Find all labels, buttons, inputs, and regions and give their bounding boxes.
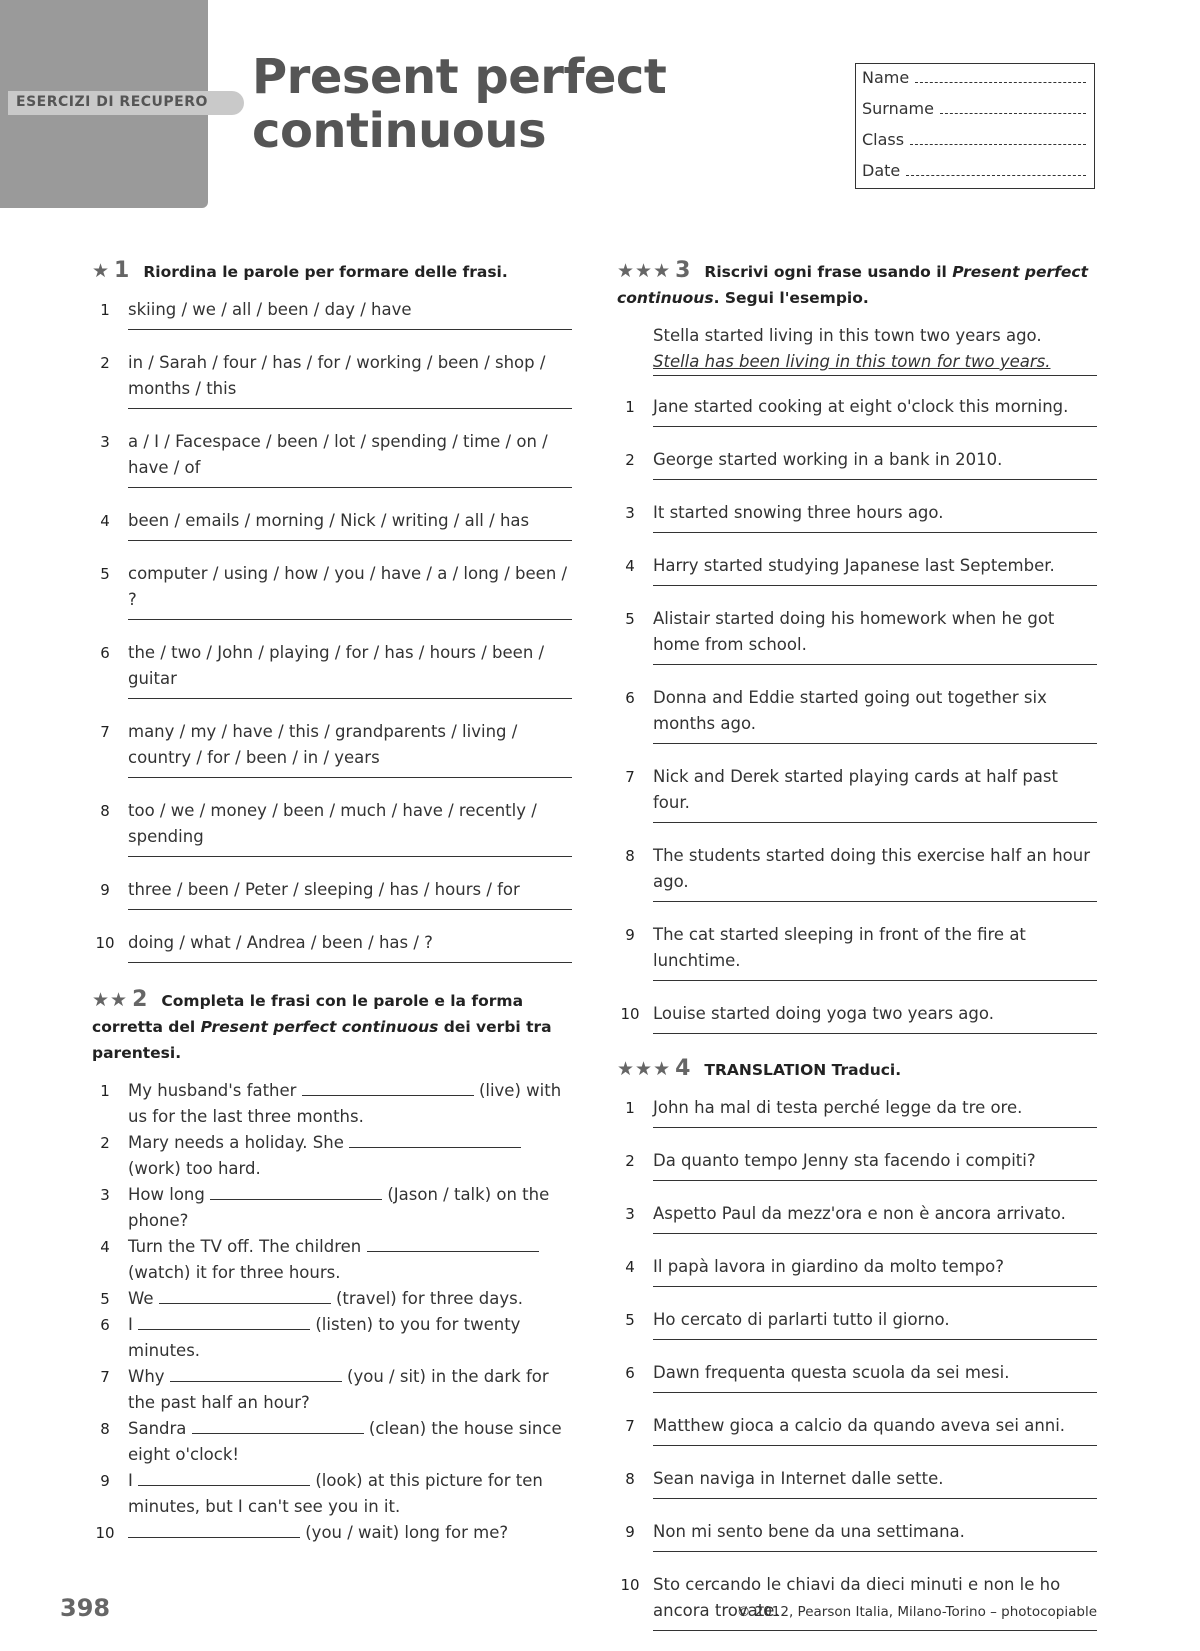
answer-line[interactable] — [653, 420, 1097, 427]
answer-line[interactable] — [653, 974, 1097, 981]
exercise-item — [92, 1182, 572, 1234]
answer-line[interactable] — [653, 1545, 1097, 1552]
exercise-item — [617, 685, 1097, 737]
answer-line[interactable] — [653, 1121, 1097, 1128]
answer-line[interactable] — [128, 323, 572, 330]
item-text: Matthew gioca a calcio da quando aveva sei anni. — [653, 1416, 1066, 1435]
answer-line[interactable] — [128, 692, 572, 699]
sentence-end: (Jason / talk) on the phone? — [128, 1185, 550, 1230]
sentence-end: (you / wait) long for me? — [305, 1523, 509, 1542]
exercise-number: 3 — [675, 258, 691, 283]
answer-line[interactable] — [653, 895, 1097, 902]
item-number: 9 — [625, 1523, 635, 1541]
class-row — [862, 130, 1086, 161]
exercise-instruction — [704, 1061, 901, 1079]
exercise-item — [92, 1312, 572, 1364]
exercise-item — [92, 1234, 572, 1286]
item-number: 2 — [625, 451, 635, 469]
sentence-start: I — [128, 1471, 133, 1490]
blank-field[interactable] — [192, 1417, 364, 1434]
sentence-start: I — [128, 1315, 133, 1334]
sentence-end: (listen) to you for twenty minutes. — [128, 1315, 521, 1360]
item-number: 3 — [100, 1186, 110, 1204]
sentence-end: (look) at this picture for ten minutes, but I can't see you in it. — [128, 1471, 543, 1516]
item-text — [128, 1289, 523, 1308]
item-number: 4 — [100, 512, 110, 530]
date-row — [862, 161, 1086, 192]
exercise-item — [617, 1001, 1097, 1027]
exercise-number: 4 — [675, 1056, 691, 1081]
item-text: Louise started doing yoga two years ago. — [653, 1004, 994, 1023]
exercise-2-heading — [92, 987, 572, 1066]
exercise-instruction: Riordina le parole per formare delle frasi. — [143, 263, 508, 281]
left-column — [92, 258, 572, 1546]
blank-field[interactable] — [367, 1235, 539, 1252]
answer-line[interactable] — [653, 1174, 1097, 1181]
difficulty-stars: ★★★ — [617, 260, 672, 282]
item-text: Da quanto tempo Jenny sta facendo i compiti? — [653, 1151, 1036, 1170]
answer-line[interactable] — [653, 473, 1097, 480]
example-answer: Stella has been living in this town for two years. — [653, 349, 1097, 376]
item-text: Jane started cooking at eight o'clock this morning. — [653, 397, 1069, 416]
answer-line[interactable] — [653, 526, 1097, 533]
exercise-item — [617, 1201, 1097, 1227]
item-number: 4 — [625, 1258, 635, 1276]
sentence-end: (you / sit) in the dark for the past half an hour? — [128, 1367, 549, 1412]
item-number: 6 — [100, 644, 110, 662]
item-text — [128, 1471, 543, 1516]
item-number: 3 — [625, 504, 635, 522]
instruction-emphasis: Present perfect continuous — [200, 1018, 439, 1036]
item-text: many / my / have / this / grandparents / living / country / for / been / in / years — [128, 722, 518, 767]
difficulty-stars: ★ — [92, 260, 111, 282]
class-label: Class — [862, 130, 905, 149]
item-number: 8 — [625, 847, 635, 865]
instruction-caps: TRANSLATION — [704, 1061, 827, 1079]
item-text: Nick and Derek started playing cards at half past four. — [653, 767, 1058, 812]
exercise-item — [92, 1078, 572, 1130]
blank-field[interactable] — [128, 1521, 300, 1538]
item-text — [128, 1367, 549, 1412]
copyright: © 2012, Pearson Italia, Milano-Torino – photocopiable — [736, 1604, 1097, 1620]
item-number: 2 — [100, 1134, 110, 1152]
item-number: 1 — [625, 398, 635, 416]
class-field[interactable] — [910, 130, 1086, 145]
exercise-item — [92, 877, 572, 903]
exercise-item — [617, 500, 1097, 526]
item-number: 5 — [625, 610, 635, 628]
surname-row — [862, 99, 1086, 130]
exercise-item — [92, 640, 572, 692]
item-number: 1 — [100, 1082, 110, 1100]
item-number: 2 — [100, 354, 110, 372]
blank-field[interactable] — [170, 1365, 342, 1382]
answer-line[interactable] — [653, 737, 1097, 744]
blank-field[interactable] — [302, 1079, 474, 1096]
blank-field[interactable] — [138, 1469, 310, 1486]
item-number: 1 — [625, 1099, 635, 1117]
exercise-3-list — [617, 394, 1097, 1034]
item-text: in / Sarah / four / has / for / working / been / shop / months / this — [128, 353, 546, 398]
exercise-item — [92, 1468, 572, 1520]
exercise-item — [617, 1466, 1097, 1492]
example-question: Stella started living in this town two years ago. — [653, 326, 1042, 345]
date-field[interactable] — [906, 161, 1086, 176]
answer-line[interactable] — [653, 1027, 1097, 1034]
sentence-end: (travel) for three days. — [336, 1289, 524, 1308]
surname-field[interactable] — [940, 99, 1086, 114]
exercise-1-heading — [92, 258, 572, 285]
page-title — [252, 50, 666, 158]
exercise-item — [617, 1360, 1097, 1386]
blank-field[interactable] — [210, 1183, 382, 1200]
exercise-item — [617, 1519, 1097, 1545]
page-title-line1: Present perfect — [252, 49, 667, 105]
answer-line[interactable] — [653, 1386, 1097, 1393]
exercise-item — [92, 798, 572, 850]
item-number: 7 — [100, 1368, 110, 1386]
blank-field[interactable] — [349, 1131, 521, 1148]
sentence-end: (live) with us for the last three months. — [128, 1081, 562, 1126]
section-tab-label: ESERCIZI DI RECUPERO — [16, 94, 208, 110]
item-text: computer / using / how / you / have / a / long / been / ? — [128, 564, 568, 609]
item-number: 10 — [620, 1005, 640, 1023]
sentence-start: Sandra — [128, 1419, 187, 1438]
exercise-item — [92, 1286, 572, 1312]
item-number: 10 — [95, 934, 115, 952]
item-text: a / I / Facespace / been / lot / spending / time / on / have / of — [128, 432, 548, 477]
sentence-start: Why — [128, 1367, 165, 1386]
exercise-item — [92, 1416, 572, 1468]
item-text: The cat started sleeping in front of the fire at lunchtime. — [653, 925, 1026, 970]
item-text: John ha mal di testa perché legge da tre ore. — [653, 1098, 1023, 1117]
item-number: 5 — [100, 565, 110, 583]
exercise-item — [617, 553, 1097, 579]
sentence-start: How long — [128, 1185, 205, 1204]
item-number: 1 — [100, 301, 110, 319]
item-text: Donna and Eddie started going out together six months ago. — [653, 688, 1047, 733]
example — [617, 323, 1097, 376]
item-number: 5 — [625, 1311, 635, 1329]
exercise-number: 2 — [132, 987, 148, 1012]
right-column — [617, 258, 1097, 1651]
item-text: Alistair started doing his homework when he got home from school. — [653, 609, 1055, 654]
item-text: The students started doing this exercise half an hour ago. — [653, 846, 1090, 891]
item-number: 8 — [100, 802, 110, 820]
item-number: 8 — [625, 1470, 635, 1488]
exercise-item — [92, 429, 572, 481]
exercise-item — [92, 297, 572, 323]
page-title-line2: continuous — [252, 103, 547, 159]
exercise-3-heading — [617, 258, 1097, 311]
blank-field[interactable] — [138, 1313, 310, 1330]
item-text: three / been / Peter / sleeping / has / hours / for — [128, 880, 520, 899]
item-text — [128, 1081, 561, 1126]
exercise-instruction — [92, 992, 552, 1062]
exercise-2-list — [92, 1078, 572, 1546]
sentence-end: (watch) it for three hours. — [128, 1263, 341, 1282]
item-text — [128, 1315, 520, 1360]
item-number: 3 — [100, 433, 110, 451]
item-number: 4 — [625, 557, 635, 575]
answer-line[interactable] — [653, 1492, 1097, 1499]
exercise-item — [92, 1520, 572, 1546]
exercise-item — [617, 1413, 1097, 1439]
item-text: Il papà lavora in giardino da molto tempo? — [653, 1257, 1005, 1276]
item-number: 2 — [625, 1152, 635, 1170]
item-number: 7 — [625, 1417, 635, 1435]
answer-line[interactable] — [128, 903, 572, 910]
item-text: Non mi sento bene da una settimana. — [653, 1522, 965, 1541]
answer-line[interactable] — [653, 816, 1097, 823]
item-text: been / emails / morning / Nick / writing / all / has — [128, 511, 530, 530]
instruction-part: . Segui l'esempio. — [713, 289, 869, 307]
item-text: the / two / John / playing / for / has / hours / been / guitar — [128, 643, 545, 688]
exercise-item — [617, 606, 1097, 658]
answer-line[interactable] — [653, 1333, 1097, 1340]
item-text: doing / what / Andrea / been / has / ? — [128, 933, 433, 952]
surname-label: Surname — [862, 99, 934, 118]
item-number: 9 — [625, 926, 635, 944]
exercise-item — [92, 930, 572, 956]
item-text — [128, 1133, 521, 1178]
answer-line[interactable] — [653, 1280, 1097, 1287]
item-number: 6 — [625, 1364, 635, 1382]
exercise-item — [617, 1254, 1097, 1280]
exercise-item — [92, 561, 572, 613]
answer-line[interactable] — [653, 1439, 1097, 1446]
exercise-item — [617, 1095, 1097, 1121]
item-text: George started working in a bank in 2010. — [653, 450, 1003, 469]
exercise-number: 1 — [114, 258, 130, 283]
section-tab — [8, 91, 244, 115]
exercise-4-heading — [617, 1056, 1097, 1083]
item-number: 7 — [100, 723, 110, 741]
student-info-box — [855, 63, 1095, 189]
answer-line[interactable] — [128, 402, 572, 409]
item-text: Dawn frequenta questa scuola da sei mesi. — [653, 1363, 1010, 1382]
exercise-4-list — [617, 1095, 1097, 1631]
exercise-item — [617, 1148, 1097, 1174]
name-label: Name — [862, 68, 910, 87]
item-text: Aspetto Paul da mezz'ora e non è ancora arrivato. — [653, 1204, 1066, 1223]
item-number: 7 — [625, 768, 635, 786]
item-text: Sto cercando le chiavi da dieci minuti e non le ho ancora trovate. — [653, 1575, 1061, 1620]
exercise-item — [617, 447, 1097, 473]
instruction-part: dei verbi tra parentesi. — [92, 1018, 552, 1062]
answer-line[interactable] — [128, 850, 572, 857]
item-number: 9 — [100, 1472, 110, 1490]
date-label: Date — [862, 161, 901, 180]
sentence-start: We — [128, 1289, 154, 1308]
sentence-end: (work) too hard. — [128, 1159, 261, 1178]
answer-line[interactable] — [128, 771, 572, 778]
answer-line[interactable] — [128, 956, 572, 963]
item-text: too / we / money / been / much / have / recently / spending — [128, 801, 537, 846]
item-number: 3 — [625, 1205, 635, 1223]
difficulty-stars: ★★★ — [617, 1058, 672, 1080]
exercise-item — [617, 843, 1097, 895]
sentence-start: Mary needs a holiday. She — [128, 1133, 344, 1152]
exercise-item — [92, 1364, 572, 1416]
answer-line[interactable] — [128, 534, 572, 541]
sentence-end: (clean) the house since eight o'clock! — [128, 1419, 562, 1464]
item-text: Sean naviga in Internet dalle sette. — [653, 1469, 944, 1488]
exercise-item — [617, 1307, 1097, 1333]
item-number: 5 — [100, 1290, 110, 1308]
exercise-item — [92, 350, 572, 402]
item-text — [128, 1523, 508, 1542]
instruction-emphasis: Present perfect continuous — [617, 263, 1088, 307]
exercise-item — [617, 394, 1097, 420]
name-field[interactable] — [915, 68, 1086, 83]
answer-line[interactable] — [653, 1227, 1097, 1234]
page-number: 398 — [60, 1594, 111, 1622]
difficulty-stars: ★★ — [92, 989, 129, 1011]
item-text: skiing / we / all / been / day / have — [128, 300, 412, 319]
instruction-part: Completa le frasi con le parole e la forma corretta del — [92, 992, 524, 1036]
item-text — [128, 1419, 562, 1464]
exercise-item — [92, 1130, 572, 1182]
sentence-start: Turn the TV off. The children — [128, 1237, 362, 1256]
item-number: 6 — [625, 689, 635, 707]
item-text — [128, 1237, 539, 1282]
answer-line[interactable] — [653, 579, 1097, 586]
name-row — [862, 68, 1086, 99]
item-text: It started snowing three hours ago. — [653, 503, 944, 522]
exercise-item — [92, 508, 572, 534]
exercise-item — [92, 719, 572, 771]
item-text — [128, 1185, 549, 1230]
answer-line[interactable] — [128, 613, 572, 620]
item-text: Harry started studying Japanese last September. — [653, 556, 1055, 575]
answer-line[interactable] — [653, 1624, 1097, 1631]
instruction-part: Riscrivi ogni frase usando il — [704, 263, 953, 281]
item-number: 6 — [100, 1316, 110, 1334]
item-number: 10 — [95, 1524, 115, 1542]
answer-line[interactable] — [653, 658, 1097, 665]
exercise-item — [617, 764, 1097, 816]
item-number: 10 — [620, 1576, 640, 1594]
instruction-part: Traduci. — [826, 1061, 902, 1079]
blank-field[interactable] — [159, 1287, 331, 1304]
exercise-item — [617, 922, 1097, 974]
answer-line[interactable] — [128, 481, 572, 488]
exercise-1-list — [92, 297, 572, 963]
item-number: 8 — [100, 1420, 110, 1438]
item-number: 9 — [100, 881, 110, 899]
item-number: 4 — [100, 1238, 110, 1256]
item-text: Ho cercato di parlarti tutto il giorno. — [653, 1310, 950, 1329]
sentence-start: My husband's father — [128, 1081, 297, 1100]
